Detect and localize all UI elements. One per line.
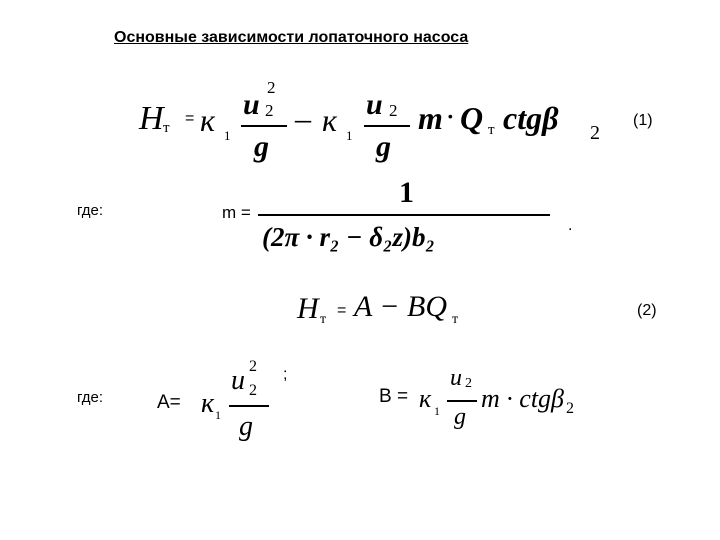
eq2-rhs-sub: т — [452, 312, 459, 327]
eq1-u2-sup: 2 — [267, 78, 276, 97]
B-rest-sub: 2 — [566, 400, 574, 417]
eq1-ctg-beta: ctgβ — [503, 100, 559, 136]
page-title: Основные зависимости лопаточного насоса — [114, 29, 469, 46]
m-denominator: (2π · r₂ − δ₂z)b₂ — [262, 222, 435, 252]
eq1-k1: к — [200, 102, 215, 138]
m-fraction-bar — [258, 214, 550, 216]
A-u-sub: 2 — [249, 382, 257, 399]
B-k1: к — [419, 384, 432, 413]
A-fraction-bar — [229, 405, 269, 407]
eq1-u2-sub: 2 — [265, 101, 274, 120]
eq1-u2: u — [243, 88, 260, 121]
eq1-sub-t: т — [163, 120, 170, 136]
B-u: u — [450, 365, 462, 391]
A-u-sup: 2 — [249, 358, 257, 375]
eq1-Q: Q — [460, 100, 484, 136]
A-k1-sub: 1 — [215, 408, 221, 422]
eq1-k1-b-sub: 1 — [346, 128, 353, 143]
where-label-1: где: — [77, 202, 104, 219]
m-lhs: m = — [222, 203, 251, 222]
eq1-beta-sub: 2 — [590, 122, 600, 144]
eq1-minus: – — [295, 100, 311, 136]
A-lhs: A= — [157, 392, 181, 413]
eq2-H: H — [297, 292, 319, 325]
B-rest: m · ctgβ — [481, 384, 564, 413]
eq1-fraction-bar-2 — [364, 125, 410, 127]
eq1-g-2: g — [376, 130, 391, 163]
eq1-g-1: g — [254, 130, 269, 163]
eq1-u2-b: u — [366, 88, 383, 121]
eq1-equals: = — [185, 110, 195, 127]
eq2-H-sub: т — [320, 312, 327, 327]
eq1-Q-sub: т — [488, 122, 495, 138]
A-g: g — [239, 411, 253, 442]
eq1-fraction-bar-1 — [241, 125, 287, 127]
eq1-k1-sub: 1 — [224, 128, 231, 143]
eq1-dot: · — [445, 98, 456, 134]
eq1-H: H — [139, 100, 164, 137]
eq1-m: m — [418, 100, 443, 136]
eq1-u2-b-sub: 2 — [389, 101, 398, 120]
B-u-sub: 2 — [465, 376, 472, 391]
eq1-k1-b: к — [322, 102, 337, 138]
B-k1-sub: 1 — [434, 404, 440, 418]
A-separator: ; — [283, 366, 288, 383]
B-lhs: B = — [379, 386, 409, 407]
A-u: u — [231, 365, 245, 396]
equation-number-1: (1) — [633, 112, 653, 129]
m-trailing-dot: . — [568, 217, 573, 234]
where-label-2: где: — [77, 389, 104, 406]
eq2-equals: = — [337, 302, 347, 319]
B-fraction-bar — [447, 400, 477, 402]
eq2-rhs: A − BQ — [354, 290, 448, 323]
A-k1: к — [201, 388, 215, 419]
equation-number-2: (2) — [637, 302, 657, 319]
B-g: g — [454, 404, 466, 430]
m-numerator: 1 — [399, 176, 414, 209]
